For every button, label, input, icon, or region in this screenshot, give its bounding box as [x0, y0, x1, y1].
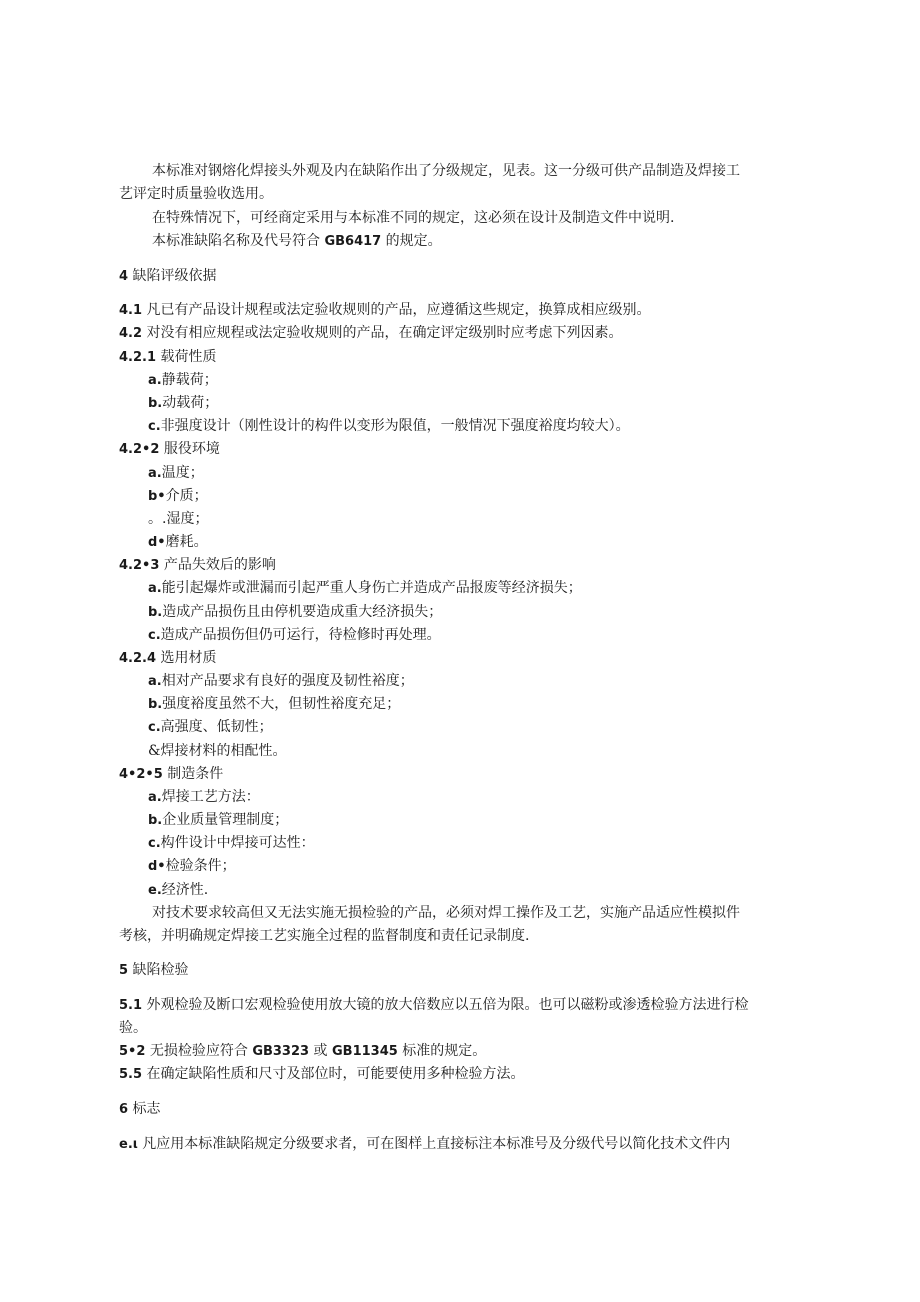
section-4-note: 对技术要求较高但又无法实施无损检验的产品，必须对焊工操作及工艺，实施产品适应性模拟件 [152, 905, 740, 921]
list-item: b.企业质量管理制度； [148, 812, 289, 828]
clause-6-1: e.ι 凡应用本标准缺陷规定分级要求者，可在图样上直接标注本标准号及分级代号以简化技术文件内 [119, 1136, 731, 1152]
clause-4-2-2-heading: 4.2•2 服役环境 [119, 441, 220, 457]
clause-4-1: 4.1 凡已有产品设计规程或法定验收规则的产品，应遵循这些规定，换算成相应级别。 [119, 302, 651, 318]
list-item: b.强度裕度虽然不大，但韧性裕度充足； [148, 696, 401, 712]
section-4-heading: 4 缺陷评级依据 [119, 268, 217, 284]
clause-4-2-5-heading: 4•2•5 制造条件 [119, 766, 224, 782]
list-item: d•磨耗。 [148, 534, 208, 550]
section-4-note-cont: 考核，并明确规定焊接工艺实施全过程的监督制度和责任记录制度. [119, 928, 530, 944]
list-item: c.高强度、低韧性； [148, 719, 273, 735]
clause-5-5: 5.5 在确定缺陷性质和尺寸及部位时，可能要使用多种检验方法。 [119, 1066, 525, 1082]
list-item: a.静载荷； [148, 372, 218, 388]
list-item: b•介质； [148, 488, 208, 504]
list-item: b.动载荷； [148, 395, 219, 411]
list-item: a.温度； [148, 465, 204, 481]
list-item: b.造成产品损伤且由停机要造成重大经济损失； [148, 604, 443, 620]
list-item: a.能引起爆炸或泄漏而引起严重人身伤亡并造成产品报废等经济损失； [148, 580, 582, 596]
list-item: e.经济性. [148, 882, 209, 898]
clause-5-1: 5.1 外观检验及断口宏观检验使用放大镜的放大倍数应以五倍为限。也可以磁粉或渗透检验方法进行检 [119, 997, 749, 1013]
section-6-heading: 6 标志 [119, 1101, 161, 1117]
list-item: c.造成产品损伤但仍可运行，待检修时再处理。 [148, 627, 441, 643]
section-5-heading: 5 缺陷检验 [119, 962, 189, 978]
clause-4-2: 4.2 对没有相应规程或法定验收规则的产品，在确定评定级别时应考虑下列因素。 [119, 325, 623, 341]
list-item: &焊接材料的相配性。 [148, 743, 287, 759]
list-item: a.相对产品要求有良好的强度及韧性裕度； [148, 673, 414, 689]
list-item: c.非强度设计（刚性设计的构件以变形为限值，一般情况下强度裕度均较大）。 [148, 418, 630, 434]
list-item: c.构件设计中焊接可达性： [148, 835, 315, 851]
list-item: d•检验条件； [148, 858, 236, 874]
clause-4-2-4-heading: 4.2.4 选用材质 [119, 650, 217, 666]
clause-5-2: 5•2 无损检验应符合 GB3323 或 GB11345 标准的规定。 [119, 1043, 487, 1059]
intro-paragraph-2: 在特殊情况下，可经商定采用与本标准不同的规定，这必须在设计及制造文件中说明. [152, 210, 675, 226]
clause-4-2-3-heading: 4.2•3 产品失效后的影响 [119, 557, 276, 573]
list-item: a.焊接工艺方法： [148, 789, 260, 805]
intro-paragraph-3: 本标准缺陷名称及代号符合 GB6417 的规定。 [152, 233, 442, 249]
intro-paragraph-1-cont: 艺评定时质量验收选用。 [119, 186, 273, 202]
clause-4-2-1-heading: 4.2.1 载荷性质 [119, 349, 217, 365]
list-item: 。.湿度； [148, 511, 209, 527]
clause-5-1-cont: 验。 [119, 1020, 147, 1036]
intro-paragraph-1: 本标准对钢熔化焊接头外观及内在缺陷作出了分级规定，见表。这一分级可供产品制造及焊接工 [152, 163, 740, 179]
